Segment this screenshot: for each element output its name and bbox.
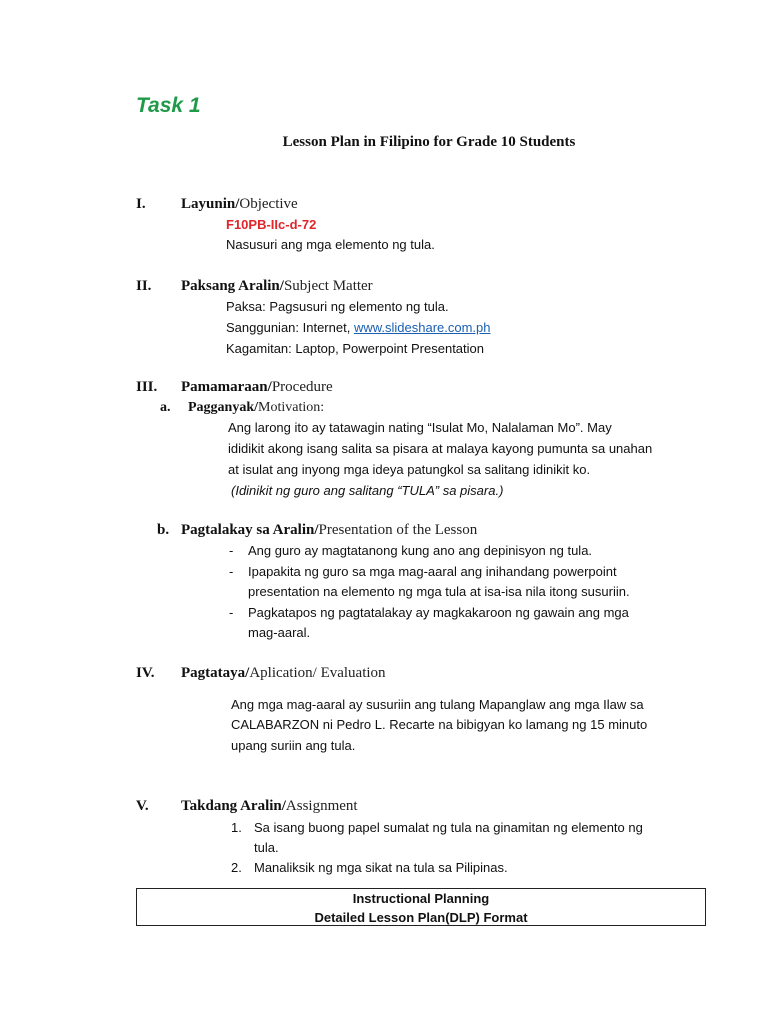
section-3-heading-bold: Pamamaraan/ xyxy=(181,379,272,395)
document-title: Lesson Plan in Filipino for Grade 10 Students xyxy=(282,134,576,150)
list-item-continued: presentation na elemento ng mga tula at isa-isa nila itong susuriin. xyxy=(248,584,630,599)
section-1-heading-rest: Objective xyxy=(239,196,298,212)
assignment-item-continued: tula. xyxy=(254,840,279,855)
section-2-number: II. xyxy=(136,278,152,294)
list-bullet: - xyxy=(229,605,234,620)
section-2-heading-bold: Paksang Aralin/ xyxy=(181,278,284,294)
assignment-item: Manaliksik ng mga sikat na tula sa Pilipinas. xyxy=(254,860,508,875)
section-1-heading-bold: Layunin/ xyxy=(181,196,240,212)
list-item: Ang guro ay magtatanong kung ano ang depinisyon ng tula. xyxy=(248,543,593,558)
subsection-b-heading xyxy=(181,522,477,539)
evaluation-line: Ang mga mag-aaral ay susuriin ang tulang Mapanglaw ang mga Ilaw sa xyxy=(231,697,644,712)
motivation-line: at isulat ang inyong mga ideya patungkol sa salitang idinikit ko. xyxy=(228,462,591,477)
motivation-line: Ang larong ito ay tatawagin nating “Isulat Mo, Nalalaman Mo”. May xyxy=(228,420,612,435)
list-item: Pagkatapos ng pagtatalakay ay magkakaroon ng gawain ang mga xyxy=(248,605,629,620)
section-2-heading xyxy=(181,278,373,295)
subsection-a-heading xyxy=(188,400,324,416)
subsection-a-heading-rest: Motivation: xyxy=(258,400,325,415)
box-line-1: Instructional Planning xyxy=(352,891,490,906)
section-4-heading-rest: Aplication/ Evaluation xyxy=(249,665,386,681)
section-4-heading-bold: Pagtataya/ xyxy=(181,665,250,681)
box-line-2: Detailed Lesson Plan(DLP) Format xyxy=(314,910,528,925)
task-label: Task 1 xyxy=(136,94,201,117)
paksa-text: Paksa: Pagsusuri ng elemento ng tula. xyxy=(226,299,449,314)
sanggunian-text xyxy=(226,320,491,335)
objective-text: Nasusuri ang mga elemento ng tula. xyxy=(226,237,435,252)
slideshare-link[interactable]: www.slideshare.com.ph xyxy=(353,320,491,335)
section-5-heading xyxy=(181,798,358,815)
list-item-continued: mag-aaral. xyxy=(248,625,311,640)
kagamitan-text: Kagamitan: Laptop, Powerpoint Presentation xyxy=(226,341,485,356)
section-1-number: I. xyxy=(136,196,146,212)
evaluation-line: CALABARZON ni Pedro L. Recarte na bibigyan ko lamang ng 15 minuto xyxy=(231,717,648,732)
evaluation-line: upang suriin ang tula. xyxy=(231,738,356,753)
subsection-a-heading-bold: Pagganyak/ xyxy=(188,400,259,415)
list-item: Ipapakita ng guro sa mga mag-aaral ang inihandang powerpoint xyxy=(248,564,617,579)
subsection-b-letter: b. xyxy=(157,522,170,538)
list-bullet: - xyxy=(229,564,234,579)
dlp-format-box xyxy=(136,888,706,926)
section-3-number: III. xyxy=(136,379,158,395)
sanggunian-prefix: Sanggunian: Internet, xyxy=(226,320,354,335)
subsection-a-letter: a. xyxy=(160,400,171,415)
section-2-heading-rest: Subject Matter xyxy=(283,278,373,294)
section-4-heading xyxy=(181,665,386,682)
section-1-heading xyxy=(181,196,298,213)
assignment-number: 1. xyxy=(231,820,242,835)
section-3-heading-rest: Procedure xyxy=(271,379,333,395)
section-5-heading-bold: Takdang Aralin/ xyxy=(181,798,286,814)
list-bullet: - xyxy=(229,543,234,558)
subsection-b-heading-rest: Presentation of the Lesson xyxy=(318,522,478,538)
section-4-number: IV. xyxy=(136,665,155,681)
section-3-heading xyxy=(181,379,333,396)
competency-code: F10PB-IIc-d-72 xyxy=(226,217,317,232)
section-5-heading-rest: Assignment xyxy=(285,798,358,814)
assignment-number: 2. xyxy=(231,860,242,875)
assignment-item: Sa isang buong papel sumalat ng tula na ginamitan ng elemento ng xyxy=(254,820,643,835)
subsection-b-heading-bold: Pagtalakay sa Aralin/ xyxy=(181,522,319,538)
motivation-line: ididikit akong isang salita sa pisara at malaya kayong pumunta sa unahan xyxy=(228,441,653,456)
motivation-note: (Idinikit ng guro ang salitang “TULA” sa pisara.) xyxy=(231,483,504,498)
section-5-number: V. xyxy=(136,798,149,814)
